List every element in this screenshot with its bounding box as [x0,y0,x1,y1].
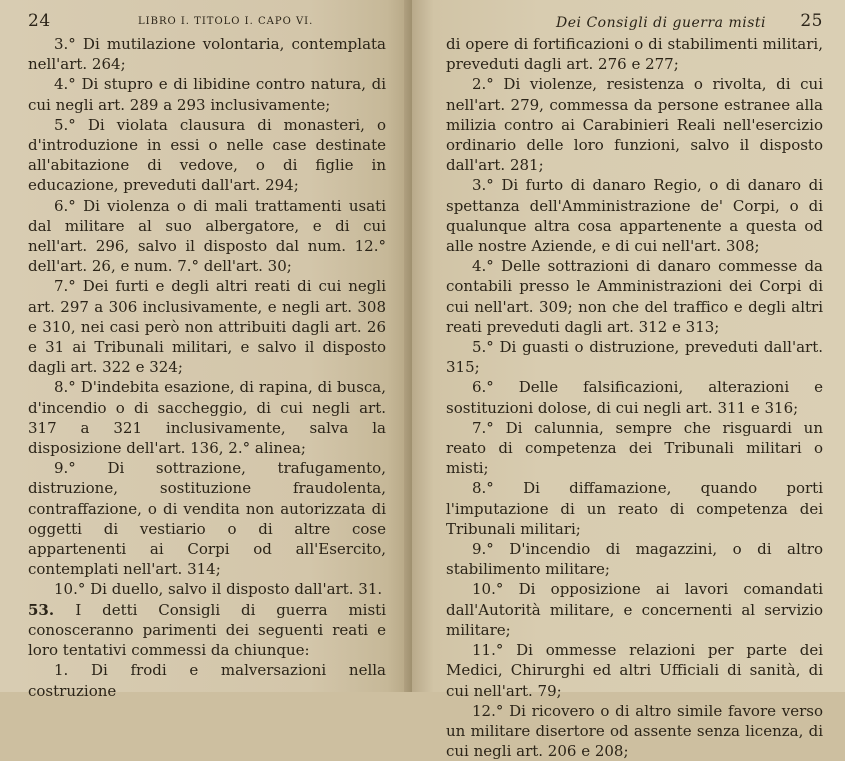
paragraph: 6.° Delle falsificazioni, alterazioni e sostituzioni dolose, di cui negli art. 311 e 316; [446,378,823,417]
right-page-number: 25 [800,11,823,31]
left-page-body [28,34,386,701]
paragraph: 11.° Di ommesse relazioni per parte dei Medici, Chirurghi ed altri Ufficiali di sanità, di cui nell'art. 79; [446,641,823,700]
paragraph: 7.° Di calunnia, sempre che risguardi un reato di competenza dei Tribunali militari o misti; [446,418,823,478]
paragraph: 3.° Di furto di danaro Regio, o di danaro di spettanza dell'Amministrazione de' Corpi, o di qualunque altra cosa appartenente a questa od alle nostre Aziende, e di cui nell'art. 308; [446,176,823,256]
paragraph: 3.° Di mutilazione volontaria, contemplata nell'art. 264; [28,35,386,74]
paragraph: 8.° Di diffamazione, quando porti l'imputazione di un reato di competenza dei Tribunali militari; [446,479,823,538]
continued-paragraph: di opere di fortificazioni o di stabilimenti militari, preveduti dagli art. 276 e 277; [446,35,823,74]
paragraph: 4.° Di stupro e di libidine contro natura, di cui negli art. 289 a 293 inclusivamente; [28,75,386,114]
section-number: 53. [28,600,55,619]
paragraph: 5.° Di guasti o distruzione, preveduti dall'art. 315; [446,338,823,377]
section-53 [28,600,386,661]
paragraph: 5.° Di violata clausura di monasteri, o d'introduzione in essi o nelle case destinate all'abitazione di vedove, o di figlie in educazione, preveduti dall'art. 294; [28,115,386,195]
right-running-head: Dei Consigli di guerra misti [556,15,766,31]
right-page [412,0,845,761]
paragraph: 6.° Di violenza o di mali trattamenti usati dal militare al suo albergatore, e di cui nell'art. 296, salvo il disposto dal num. 12.° dell'art. 26, e num. 7.° dell'art. 30; [28,196,386,276]
left-running-head: LIBRO I. TITOLO I. CAPO VI. [138,16,314,27]
left-page-number: 24 [28,11,51,31]
paragraph: 10.° Di opposizione ai lavori comandati dall'Autorità militare, e concernenti al servizio militare; [446,580,823,639]
paragraph: 9.° D'incendio di magazzini, o di altro stabilimento militare; [446,540,823,579]
paragraph: 8.° D'indebita esazione, di rapina, di busca, d'incendio o di saccheggio, di cui negli art. 317 a 321 inclusivamente, salva la disposizione dell'art. 136, 2.° alinea; [28,378,386,458]
paragraph: 9.° Di sottrazione, trafugamento, distruzione, sostituzione fraudolenta, contraffazione, o di vendita non autorizzata di oggetti di vestiario o di altre cose appartenenti ai Corpi od all'Esercito, contemplati nell'art. 314; [28,459,386,579]
left-page [0,0,412,700]
paragraph: 12.° Di ricovero o di altro simile favore verso un militare disertore od assente senza licenza, di cui negli art. 206 e 208; [446,701,823,761]
section-text: I detti Consigli di guerra misti conosceranno parimenti dei seguenti reati e loro tentativi commessi da chiunque: [28,600,386,660]
paragraph: 10.° Di duello, salvo il disposto dall'art. 31. [54,580,383,599]
paragraph: 2.° Di violenze, resistenza o rivolta, di cui nell'art. 279, commessa da persone estranee alla milizia contro ai Carabinieri Reali nell'esercizio ordinario delle loro funzioni, salvo il disposto dall'art. 281; [446,75,823,175]
paragraph: 4.° Delle sottrazioni di danaro commesse da contabili presso le Amministrazioni dei Corpi di cui nell'art. 309; non che del traffico e degli altri reati preveduti dagli art. 312 e 313; [446,257,823,336]
right-page-header [446,8,823,34]
right-page-body [446,34,823,761]
paragraph: 7.° Dei furti e degli altri reati di cui negli art. 297 a 306 inclusivamente, e negli art. 308 e 310, nei casi però non attribuiti dagli art. 26 e 31 ai Tribunali militari, e salvo il disposto dagli art. 322 e 324; [28,277,386,377]
left-page-header [28,8,386,34]
paragraph: 1. Di frodi e malversazioni nella costruzione [28,661,386,700]
